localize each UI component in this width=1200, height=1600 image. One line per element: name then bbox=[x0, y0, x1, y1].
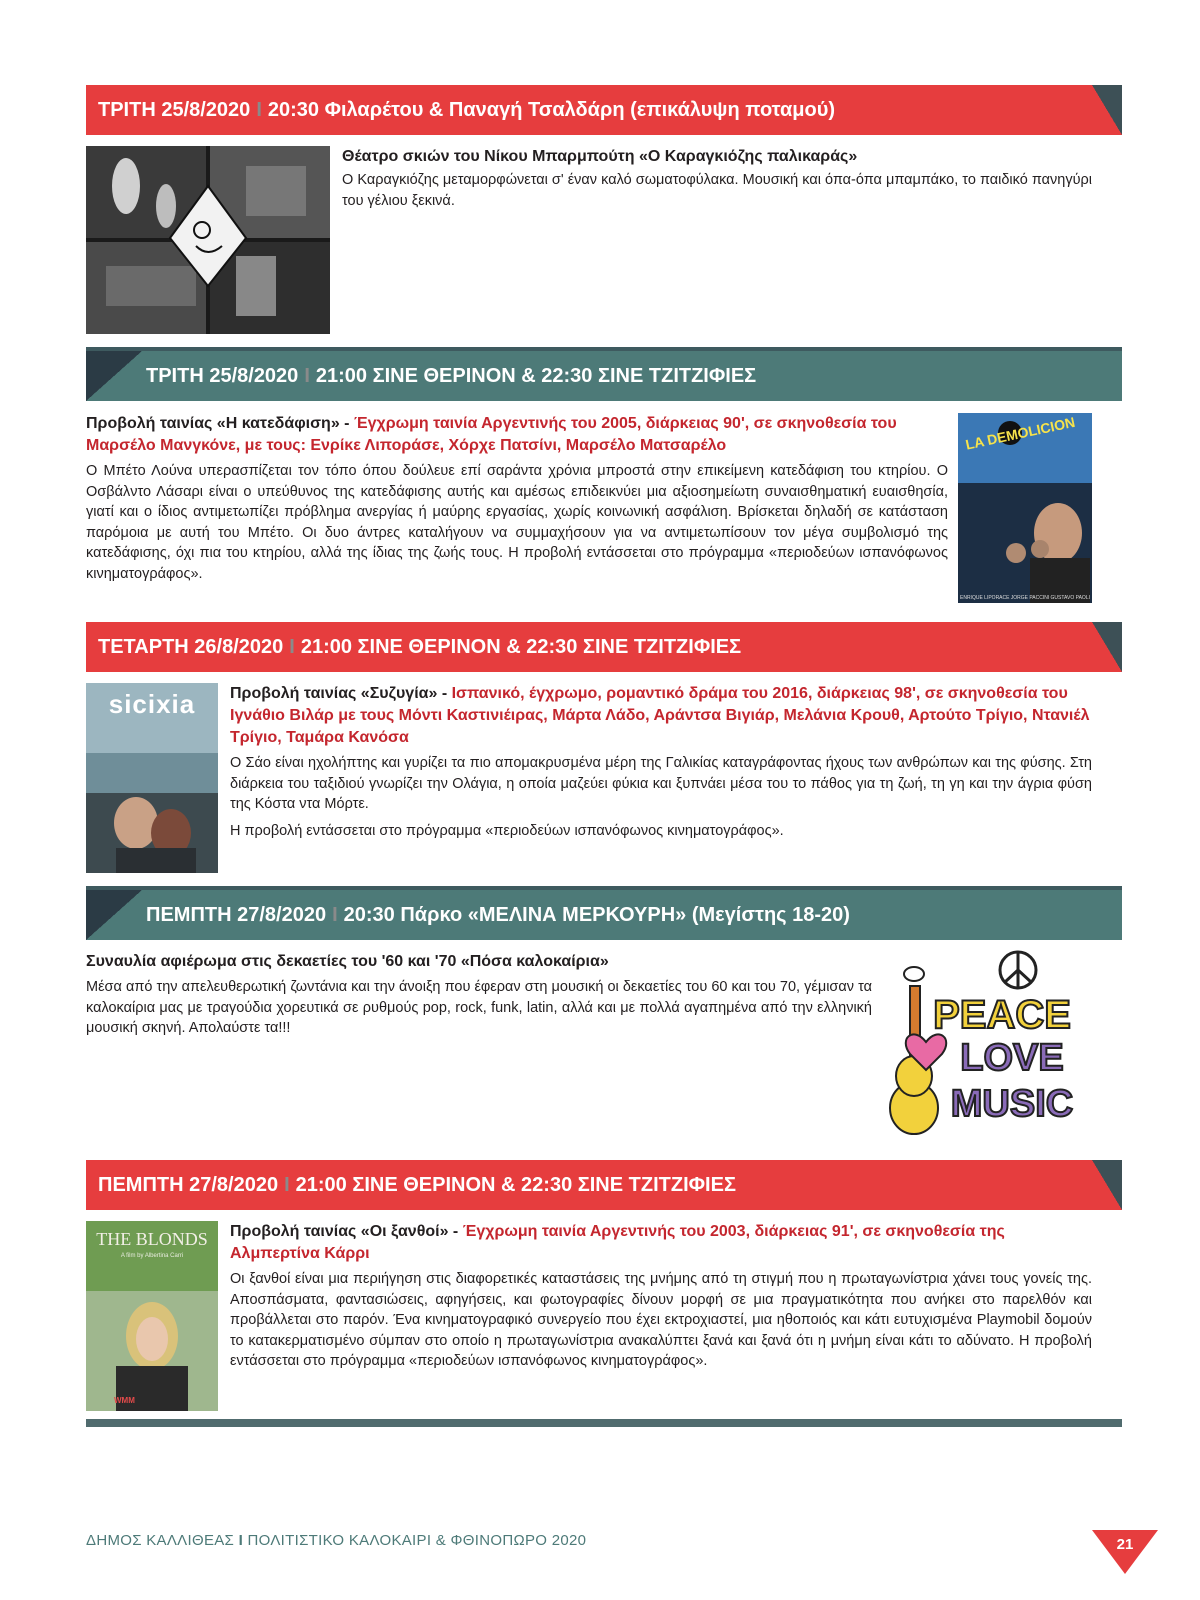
art-line-2: LOVE bbox=[960, 1037, 1064, 1079]
event-venue: 21:00 ΣΙΝΕ ΘΕΡΙΝΟΝ & 22:30 ΣΙΝΕ ΤΖΙΤΖΙΦΙΕΣ bbox=[315, 364, 757, 387]
page-number: 21 bbox=[1116, 1536, 1134, 1553]
event-description: Ο Σάο είναι ηχολήπτης και γυρίζει τα πιο απομακρυσμένα μέρη της Γαλικίας καταγράφοντας ήχους των ανθρώπων και της φύσης. Στη διάρκεια του ταξιδιού γνωρίζει την Ολάγια, η οποία μαζεύει φύκια και ξυπνάει μέσα του το πάθος για τη ζωή, τη γη και την άγρια φύση της Κόστα ντα Μόρτε. bbox=[230, 755, 1092, 812]
event-content-2 bbox=[86, 413, 948, 584]
the-blonds-poster bbox=[86, 1221, 218, 1411]
poster-title: THE BLONDS bbox=[96, 1229, 208, 1249]
poster-title: LA DEMOLICION bbox=[964, 413, 1077, 453]
event-header-3: ΤΕΤΑΡΤΗ 26/8/2020 I 21:00 ΣΙΝΕ ΘΕΡΙΝΟΝ & 22:30 ΣΙΝΕ ΤΖΙΤΖΙΦΙΕΣ bbox=[86, 622, 1122, 672]
event-header-4: ΠΕΜΠΤΗ 27/8/2020 I 20:30 Πάρκο «ΜΕΛΙΝΑ ΜΕΡΚΟΥΡΗ» (Μεγίστης 18-20) bbox=[86, 890, 1122, 940]
event-header-2: ΤΡΙΤΗ 25/8/2020 I 21:00 ΣΙΝΕ ΘΕΡΙΝΟΝ & 22:30 ΣΙΝΕ ΤΖΙΤΖΙΦΙΕΣ bbox=[86, 351, 1122, 401]
event-date: ΤΡΙΤΗ 25/8/2020 bbox=[146, 364, 299, 387]
event-title: Συναυλία αφιέρωμα στις δεκαετίες του '60 και '70 «Πόσα καλοκαίρια» bbox=[86, 953, 609, 970]
page-footer: ΔΗΜΟΣ ΚΑΛΛΙΘΕΑΣ I ΠΟΛΙΤΙΣΤΙΚΟ ΚΑΛΟΚΑΙΡΙ & ΦΘΙΝΟΠΩΡΟ 2020 bbox=[86, 1532, 587, 1549]
event-description: Ο Καραγκιόζης μεταμορφώνεται σ' έναν καλό σωματοφύλακα. Μουσική και όπα-όπα μπαμπάκο, το παιδικό πανηγύρι του γέλιου ξεκινά. bbox=[342, 172, 1092, 209]
art-line-3: MUSIC bbox=[950, 1083, 1074, 1125]
event-title: Θέατρο σκιών του Νίκου Μπαρμπούτη «Ο Καραγκιόζης παλικαράς» bbox=[342, 148, 858, 165]
event-title: Προβολή ταινίας «Η κατεδάφιση» - Έγχρωμη ταινία Αργεντινής του 2005, διάρκειας 90', σε σκηνοθεσία του Μαρσέλο Μανγκόνε, με τους: Ενρίκε Λιποράσε, Χόρχε Πατσίνι, Μαρσέλο Ματσαρέλο bbox=[86, 415, 897, 454]
event-header-5: ΠΕΜΠΤΗ 27/8/2020 I 21:00 ΣΙΝΕ ΘΕΡΙΝΟΝ & 22:30 ΣΙΝΕ ΤΖΙΤΖΙΦΙΕΣ bbox=[86, 1160, 1122, 1210]
event-description: Οι ξανθοί είναι μια περιήγηση στις διαφορετικές καταστάσεις της μνήμης από τη στιγμή που η πρωταγωνίστρια χάνει τους γονείς της. Αποσπάσματα, φαντασιώσεις, αφηγήσεις, και φωτογραφίες δίνουν μορφή σε μια πραγματικότητα που ανήκει στο παρελθόν και προβάλλεται στο παρόν. Ένα κινηματογραφικό συνεργείο που έχει εκτροχιαστεί, μια ηθοποιός και κάτι ευτυχισμένα Playmobil δομούν το κατακερματισμένο σύμπαν στο οποίο η πρωταγωνίστρια ανακαλύπτει ξανά και ξανά ότι η μνήμη είναι κάτι το αδύνατο. Η προβολή εντάσσεται στο πρόγραμμα «περιοδεύων ισπανόφωνος κινηματογράφος». bbox=[230, 1271, 1092, 1369]
poster-badge: WMM bbox=[114, 1396, 135, 1405]
event-title: Προβολή ταινίας «Συζυγία» - Ισπανικό, έγχρωμο, ρομαντικό δράμα του 2016, διάρκειας 98', σε σκηνοθεσία του Ιγνάθιο Βιλάρ με τους Μόντι Καστινιέιρας, Μάρτα Λάδο, Αράντσα Βιγιάρ, Μελάνια Κρουθ, Αρτούτο Τρίγιο, Ντανιέλ Τρίγιο, Ταμάρα Κανόσα bbox=[230, 685, 1090, 746]
event-venue: 21:00 ΣΙΝΕ ΘΕΡΙΝΟΝ & 22:30 ΣΙΝΕ ΤΖΙΤΖΙΦΙΕΣ bbox=[300, 635, 742, 658]
event-header-1: ΤΡΙΤΗ 25/8/2020 I 20:30 Φιλαρέτου & Παναγή Τσαλδάρη (επικάλυψη ποταμού) bbox=[86, 85, 1122, 135]
event-content-1 bbox=[342, 146, 1092, 211]
event-venue: 20:30 Φιλαρέτου & Παναγή Τσαλδάρη (επικάλυψη ποταμού) bbox=[267, 98, 836, 121]
poster-title: sicixia bbox=[108, 689, 196, 719]
page-number-badge bbox=[1092, 1530, 1158, 1570]
peace-love-music-art bbox=[884, 946, 1092, 1142]
footer-programme: ΠΟΛΙΤΙΣΤΙΚΟ ΚΑΛΟΚΑΙΡΙ & ΦΘΙΝΟΠΩΡΟ 2020 bbox=[247, 1532, 587, 1549]
event-date: ΠΕΜΠΤΗ 27/8/2020 bbox=[98, 1173, 279, 1196]
event-content-3 bbox=[230, 683, 1092, 841]
event-description: Ο Μπέτο Λούνα υπερασπίζεται τον τόπο όπου δούλευε επί σαράντα χρόνια μπροστά στην επικείμενη κατεδάφιση του κτηρίου. Ο Οσβάλντο Λάσαρι είναι ο υπεύθυνος της κατεδάφισης αυτής και αμέσως επιδεικνύει μια αξιοσημείωτη συναισθηματική ευαισθησία, γιατί και ο ίδιος αντιμετωπίζει πρόβλημα ανεργίας ή μαύρης εργασίας, χωρίς κοινωνική ασφάλιση. Βρίσκεται δηλαδή σε κατάσταση παρόμοια με αυτή του Μπέτο. Οι δυο άντρες καταλήγουν να συμμαχήσουν για να αντιμετωπίσουν τον μέγα συμβολισμό της κατεδάφισης, όχι πια του κτηρίου, αλλά της ίδιας της ζωής τους. Η προβολή εντάσσεται στο πρόγραμμα «περιοδεύων ισπανόφωνος κινηματογράφος». bbox=[86, 463, 948, 582]
event-date: ΤΡΙΤΗ 25/8/2020 bbox=[98, 98, 251, 121]
event-content-5 bbox=[230, 1221, 1092, 1372]
event-description: Μέσα από την απελευθερωτική ζωντάνια και την άνοιξη που έφεραν στη μουσική οι δεκαετίες του 60 και του 70, γέμισαν τα καλοκαίρια μας με τραγούδια χορευτικά σε ρυθμούς pop, rock, funk, latin, αλλά και με πολλά αγαπημένα από την ελληνική μουσική σκηνή. Απολαύστε τα!!! bbox=[86, 979, 872, 1036]
poster-subtitle: A film by Albertina Carri bbox=[120, 1253, 184, 1259]
sicixia-poster bbox=[86, 683, 218, 873]
section-divider bbox=[86, 1419, 1122, 1427]
event-venue: 20:30 Πάρκο «ΜΕΛΙΝΑ ΜΕΡΚΟΥΡΗ» (Μεγίστης 18-20) bbox=[343, 903, 850, 926]
event-content-4 bbox=[86, 951, 872, 1039]
event-date: ΠΕΜΠΤΗ 27/8/2020 bbox=[146, 903, 327, 926]
shadow-theatre-photo bbox=[86, 146, 330, 334]
event-description-note: Η προβολή εντάσσεται στο πρόγραμμα «περιοδεύων ισπανόφωνος κινηματογράφος». bbox=[230, 822, 784, 839]
la-demolicion-poster: LA DEMOLICION ENRIQUE LIPORACE JORGE PACCINI GUSTAVO PAOLI bbox=[958, 413, 1092, 603]
event-date: ΤΕΤΑΡΤΗ 26/8/2020 bbox=[98, 635, 284, 658]
event-title: Προβολή ταινίας «Οι ξανθοί» - Έγχρωμη ταινία Αργεντινής του 2003, διάρκειας 91', σε σκηνοθεσία της Αλμπερτίνα Κάρρι bbox=[230, 1223, 1005, 1262]
event-venue: 21:00 ΣΙΝΕ ΘΕΡΙΝΟΝ & 22:30 ΣΙΝΕ ΤΖΙΤΖΙΦΙΕΣ bbox=[295, 1173, 736, 1196]
art-line-1: PEACE bbox=[933, 993, 1071, 1037]
footer-municipality: ΔΗΜΟΣ ΚΑΛΛΙΘΕΑΣ bbox=[86, 1532, 235, 1549]
